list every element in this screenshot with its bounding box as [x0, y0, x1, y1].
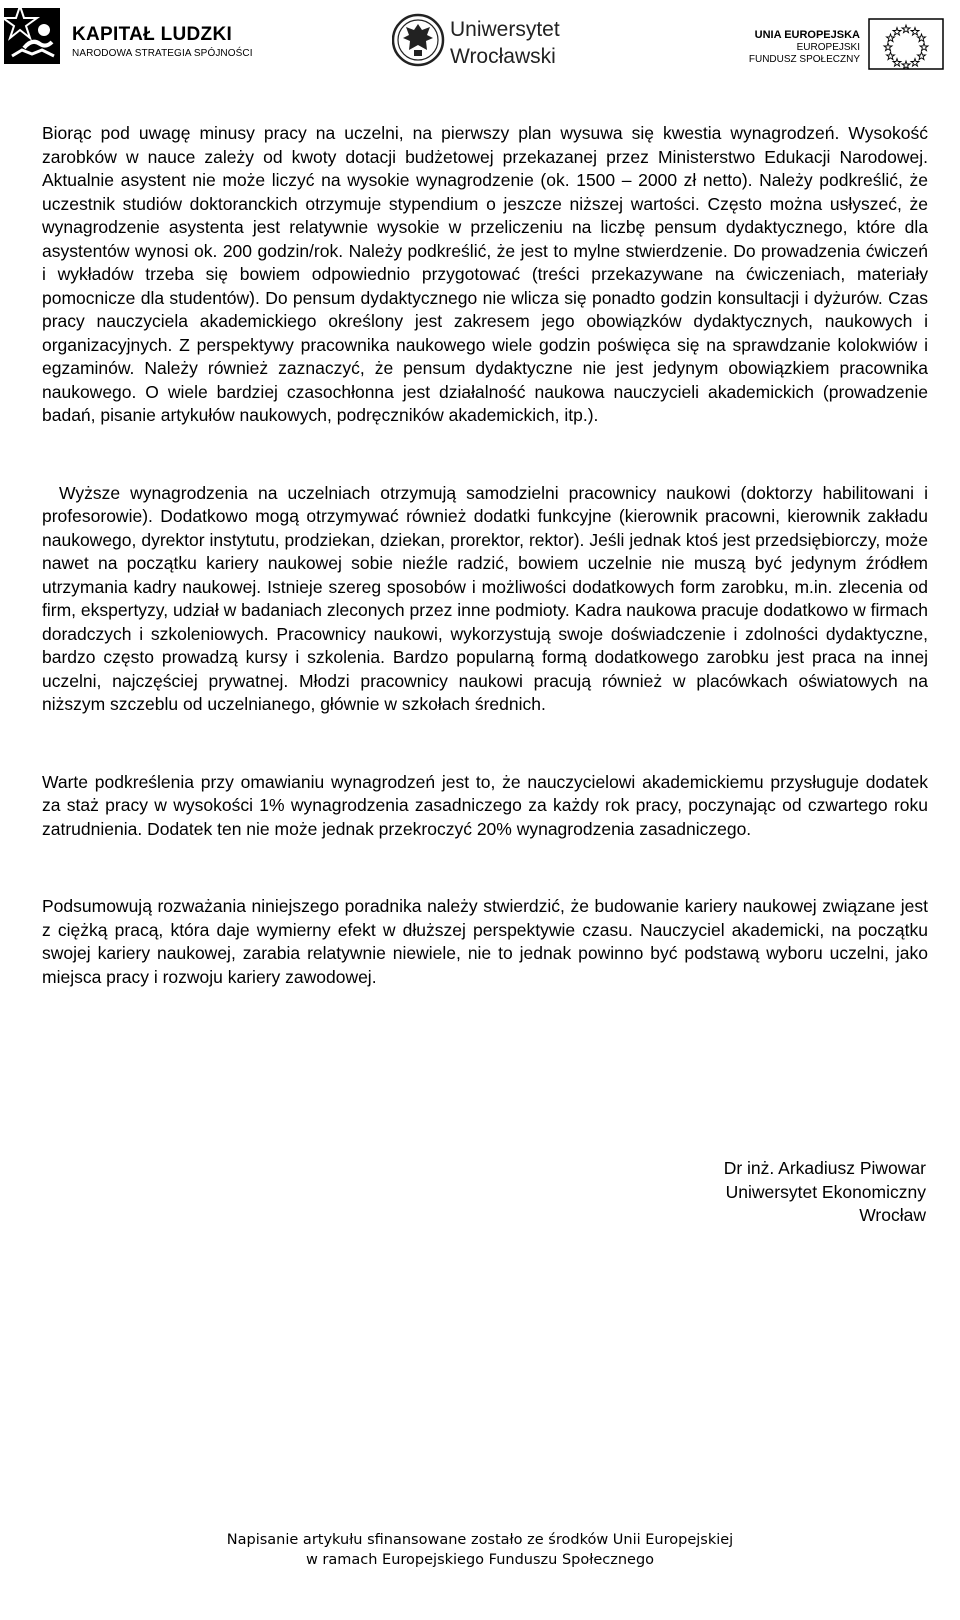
unia-europejska-logo — [746, 16, 956, 76]
funding-footer — [0, 1530, 960, 1570]
university-name-line1: Uniwersytet — [450, 18, 560, 41]
paragraph-seniority-bonus: Warte podkreślenia przy omawianiu wynagrodzeń jest to, że nauczycielowi akademickiemu przysługuje dodatek za staż pracy w wysokości 1% wynagrodzenia zasadniczego za każdy rok pracy, poczynając od czwartego roku zatrudnienia. Dodatek ten nie może jednak przekroczyć 20% wynagrodzenia zasadniczego. — [42, 771, 928, 839]
footer-line1: Napisanie artykułu sfinansowane zostało ze środków Unii Europejskiej — [226, 1532, 734, 1548]
paragraph-higher-salaries: Wyższe wynagrodzenia na uczelniach otrzymują samodzielni pracownicy naukowi (doktorzy habilitowani i profesorowie). Dodatkowo mogą otrzymywać również dodatki funkcyjne (kierownik pracowni, kierownik zakładu naukowego, dyrektor instytutu, prodziekan, dziekan, prorektor, rektor). Jeśli jednak ktoś jest przedsiębiorczy, może nawet na początku kariery naukowej sobie nieźle radzić, bowiem uczelnie nie muszą być jedynym źródłem utrzymania kadry naukowej. Istnieje szereg sposobów i możliwości dodatkowych form zarobku, m.in. zlecenia od firm, ekspertyzy, udział w badaniach zleconych przez inne podmioty. Kadra naukowa pracuje dodatkowo w firmach doradczych i szkoleniowych. Pracownicy naukowi, wykorzystują swoje doświadczenie i zdolności dydaktyczne, bardzo często prowadzą kursy i szkolenia. Bardzo popularną formą dodatkowego zarobku jest praca na innej uczelni, najczęściej prywatnej. Młodzi pracownicy naukowi pracują również w placówkach oświatowych na niższym szczeblu od uczelnianego, głównie w szkołach średnich. — [42, 482, 928, 714]
kapital-ludzki-title: KAPITAŁ LUDZKI — [72, 24, 233, 45]
eu-fund-label-line1: EUROPEJSKI — [796, 42, 860, 53]
paragraph-summary: Podsumowują rozważania niniejszego poradnika należy stwierdzić, że budowanie kariery naukowej związane jest z ciężką pracą, która daje wymierny efekt w dłuższej perspektywie czasu. Nauczyciel akademicki, na początku swojej kariery naukowej, zarabia relatywnie niewiele, nie to jednak powinno być podstawą wyboru uczelni, jako miejsca pracy i rozwoju kariery zawodowej. — [42, 896, 928, 987]
author-signature — [724, 1157, 926, 1228]
article-body — [42, 122, 928, 989]
paragraph-salaries: Biorąc pod uwagę minusy pracy na uczelni, na pierwszy plan wysuwa się kwestia wynagrodzeń. Wysokość zarobków w nauce zależy od kwoty dotacji budżetowej przekazanej przez Ministerstwo Edukacji Narodowej. Aktualnie asystent nie może liczyć na wysokie wynagrodzenie (ok. 1500 – 2000 zł netto). Należy podkreślić, że uczestnik studiów doktoranckich otrzymuje stypendium o jeszcze niższej wartości. Często można usłyszeć, że wynagrodzenie asystenta jest relatywnie wysokie w przeliczeniu na liczbę pensum dydaktycznego, które dla asystentów wynosi ok. 200 godzin/rok. Należy podkreślić, że jest to mylne stwierdzenie. Do prowadzenia ćwiczeń i wykładów trzeba się bowiem odpowiednio przygotować (treści przekazywane na ćwiczeniach, materiały pomocnicze dla studentów). Do pensum dydaktycznego nie wlicza się ponadto godzin konsultacji i dyżurów. Czas pracy nauczyciela akademickiego określony jest zakresem jego obowiązków dydaktycznych, naukowych i organizacyjnych. Z perspektywy pracownika naukowego wiele godzin poświęca się na sprawdzanie kolokwiów i egzaminów. Należy również zaznaczyć, że pensum dydaktyczne nie jest jedynym obowiązkiem pracownika naukowego. O wiele bardziej czasochłonna jest działalność naukowa nauczycieli akademickich (prowadzenie badań, pisanie artykułów naukowych, podręczników akademickich, itp.). — [42, 123, 928, 425]
footer-line2: w ramach Europejskiego Funduszu Społecznego — [305, 1552, 655, 1568]
eu-fund-label-line2: FUNDUSZ SPOŁECZNY — [748, 54, 860, 65]
university-eagle-crest-icon — [392, 12, 446, 68]
uniwersytet-wroclawski-logo — [392, 12, 572, 72]
eu-flag-icon — [868, 18, 944, 70]
author-institution: Uniwersytet Ekonomiczny — [725, 1181, 926, 1202]
kapital-ludzki-logo-icon — [4, 4, 68, 68]
author-name: Dr inż. Arkadiusz Piwowar — [723, 1158, 926, 1178]
eu-union-label: UNIA EUROPEJSKA — [754, 29, 860, 41]
university-name-line2: Wrocławski — [450, 45, 556, 68]
kapital-ludzki-logo — [4, 4, 254, 68]
author-city: Wrocław — [859, 1205, 926, 1225]
kapital-ludzki-subtitle: NARODOWA STRATEGIA SPÓJNOŚCI — [72, 48, 253, 59]
